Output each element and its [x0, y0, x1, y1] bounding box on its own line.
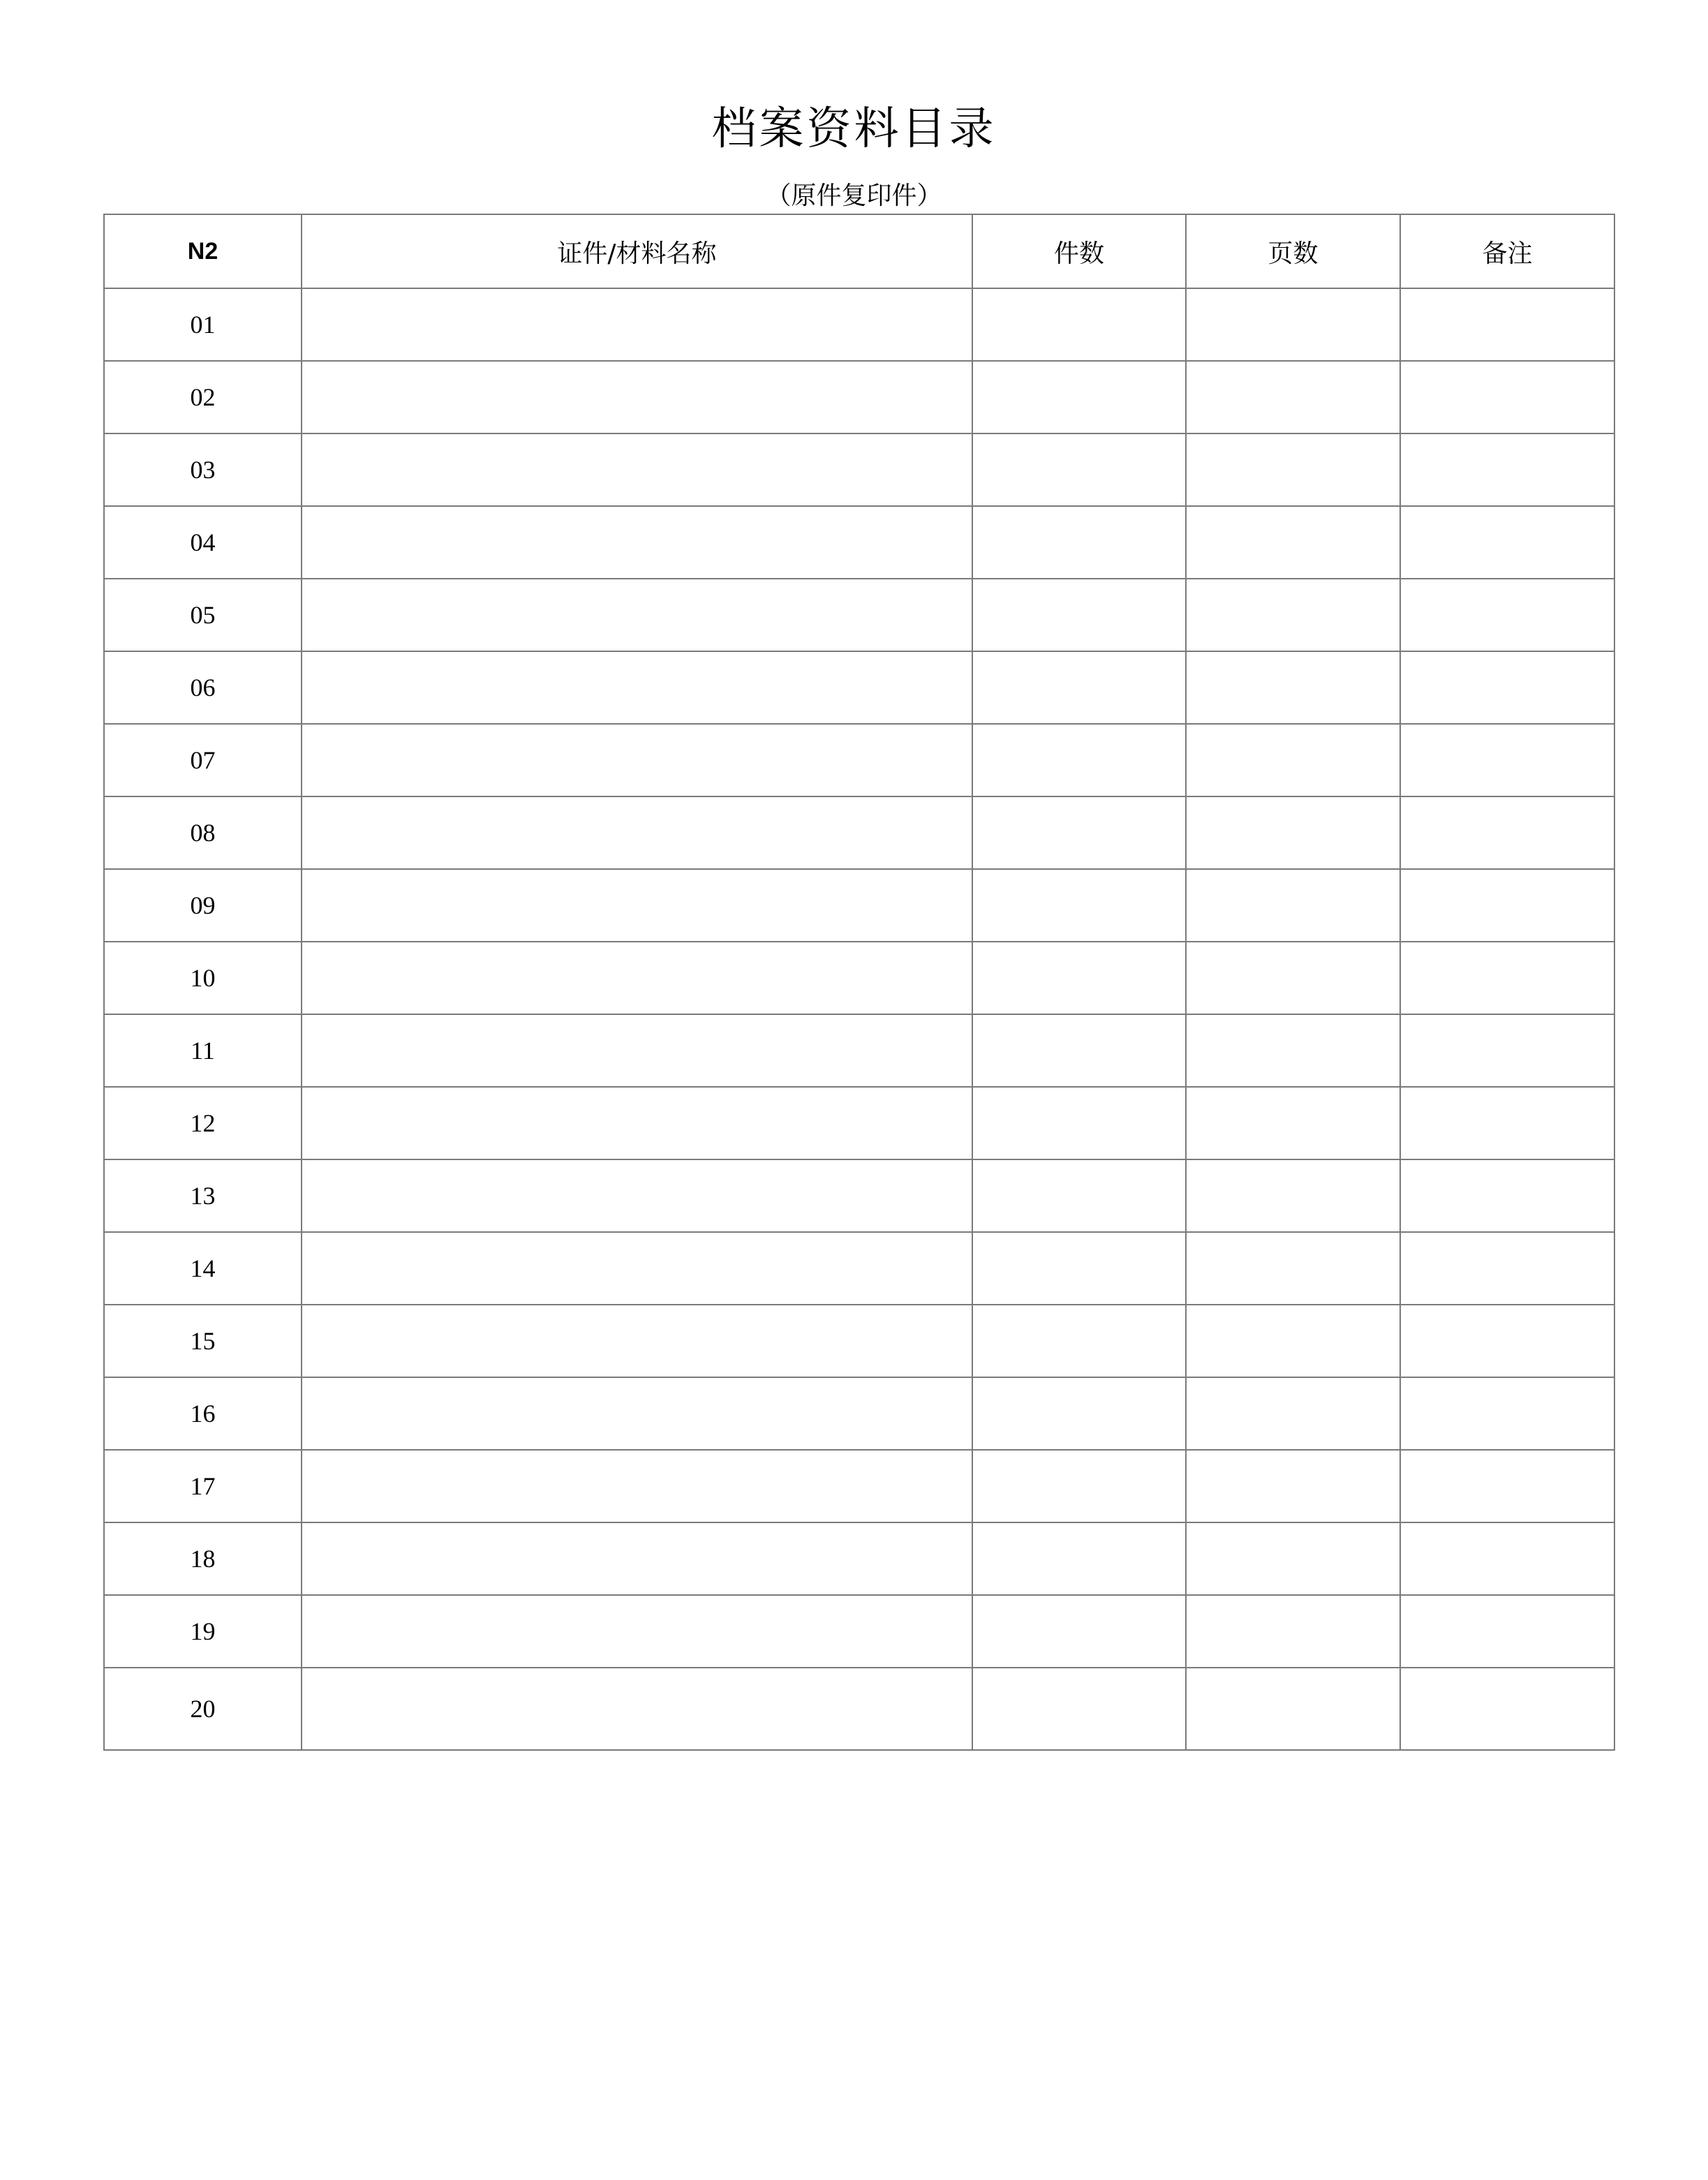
document-subtitle: （原件复印件） — [766, 181, 942, 210]
table-row — [104, 1450, 1614, 1522]
cell-number: 01 — [104, 288, 302, 361]
cell-page-count — [1186, 1159, 1400, 1232]
header-item-count: 件数 — [972, 214, 1186, 288]
cell-document-name — [302, 942, 972, 1014]
cell-item-count — [972, 1377, 1186, 1450]
cell-number: 13 — [104, 1159, 302, 1232]
table-row — [104, 1232, 1614, 1305]
cell-page-count — [1186, 651, 1400, 724]
cell-remarks — [1400, 1595, 1614, 1668]
cell-number: 19 — [104, 1595, 302, 1668]
catalog-table — [103, 214, 1615, 1751]
table-row — [104, 724, 1614, 796]
header-document-name: 证件/材料名称 — [302, 214, 972, 288]
cell-remarks — [1400, 1305, 1614, 1377]
table-row — [104, 1087, 1614, 1159]
cell-document-name — [302, 506, 972, 579]
cell-page-count — [1186, 579, 1400, 651]
cell-number: 12 — [104, 1087, 302, 1159]
cell-item-count — [972, 942, 1186, 1014]
table-row — [104, 651, 1614, 724]
cell-document-name — [302, 1014, 972, 1087]
cell-remarks — [1400, 1014, 1614, 1087]
cell-remarks — [1400, 1522, 1614, 1595]
cell-item-count — [972, 1305, 1186, 1377]
cell-page-count — [1186, 361, 1400, 433]
cell-remarks — [1400, 724, 1614, 796]
cell-page-count — [1186, 506, 1400, 579]
table-row — [104, 1014, 1614, 1087]
cell-page-count — [1186, 1087, 1400, 1159]
header-number: N2 — [104, 214, 302, 288]
cell-document-name — [302, 796, 972, 869]
cell-remarks — [1400, 796, 1614, 869]
cell-remarks — [1400, 1668, 1614, 1750]
cell-number: 20 — [104, 1668, 302, 1750]
cell-page-count — [1186, 1668, 1400, 1750]
cell-document-name — [302, 361, 972, 433]
table-row — [104, 433, 1614, 506]
cell-document-name — [302, 1450, 972, 1522]
cell-document-name — [302, 1377, 972, 1450]
cell-item-count — [972, 288, 1186, 361]
cell-item-count — [972, 869, 1186, 942]
cell-item-count — [972, 1232, 1186, 1305]
cell-number: 11 — [104, 1014, 302, 1087]
table-row — [104, 1377, 1614, 1450]
table-row — [104, 1668, 1614, 1750]
table-row — [104, 1522, 1614, 1595]
cell-number: 17 — [104, 1450, 302, 1522]
cell-document-name — [302, 433, 972, 506]
header-page-count: 页数 — [1186, 214, 1400, 288]
table-row — [104, 1305, 1614, 1377]
cell-remarks — [1400, 433, 1614, 506]
cell-item-count — [972, 579, 1186, 651]
table-row — [104, 506, 1614, 579]
cell-number: 16 — [104, 1377, 302, 1450]
cell-document-name — [302, 651, 972, 724]
cell-page-count — [1186, 1522, 1400, 1595]
cell-number: 09 — [104, 869, 302, 942]
table-row — [104, 942, 1614, 1014]
cell-number: 18 — [104, 1522, 302, 1595]
cell-document-name — [302, 1087, 972, 1159]
cell-document-name — [302, 1305, 972, 1377]
cell-item-count — [972, 1014, 1186, 1087]
table-row — [104, 1159, 1614, 1232]
cell-page-count — [1186, 1377, 1400, 1450]
cell-remarks — [1400, 579, 1614, 651]
cell-page-count — [1186, 1450, 1400, 1522]
cell-item-count — [972, 1159, 1186, 1232]
header-remarks: 备注 — [1400, 214, 1614, 288]
cell-remarks — [1400, 1377, 1614, 1450]
cell-item-count — [972, 651, 1186, 724]
cell-item-count — [972, 1595, 1186, 1668]
cell-page-count — [1186, 796, 1400, 869]
cell-document-name — [302, 1668, 972, 1750]
cell-number: 06 — [104, 651, 302, 724]
table-row — [104, 288, 1614, 361]
cell-remarks — [1400, 1450, 1614, 1522]
cell-document-name — [302, 1522, 972, 1595]
cell-document-name — [302, 1159, 972, 1232]
cell-document-name — [302, 1595, 972, 1668]
cell-page-count — [1186, 1232, 1400, 1305]
cell-remarks — [1400, 361, 1614, 433]
table-row — [104, 579, 1614, 651]
table-row — [104, 869, 1614, 942]
cell-number: 14 — [104, 1232, 302, 1305]
cell-remarks — [1400, 942, 1614, 1014]
cell-document-name — [302, 869, 972, 942]
cell-number: 05 — [104, 579, 302, 651]
cell-number: 08 — [104, 796, 302, 869]
cell-page-count — [1186, 1305, 1400, 1377]
cell-page-count — [1186, 1014, 1400, 1087]
cell-number: 02 — [104, 361, 302, 433]
cell-page-count — [1186, 869, 1400, 942]
cell-document-name — [302, 288, 972, 361]
cell-item-count — [972, 433, 1186, 506]
cell-number: 03 — [104, 433, 302, 506]
table-body — [104, 288, 1614, 1750]
table-row — [104, 796, 1614, 869]
cell-page-count — [1186, 942, 1400, 1014]
cell-number: 15 — [104, 1305, 302, 1377]
cell-document-name — [302, 1232, 972, 1305]
cell-item-count — [972, 506, 1186, 579]
cell-remarks — [1400, 651, 1614, 724]
cell-page-count — [1186, 1595, 1400, 1668]
cell-item-count — [972, 1668, 1186, 1750]
cell-remarks — [1400, 1232, 1614, 1305]
cell-item-count — [972, 1087, 1186, 1159]
cell-number: 10 — [104, 942, 302, 1014]
cell-page-count — [1186, 433, 1400, 506]
document-title: 档案资料目录 — [711, 103, 997, 155]
cell-number: 04 — [104, 506, 302, 579]
cell-document-name — [302, 724, 972, 796]
cell-remarks — [1400, 1087, 1614, 1159]
cell-item-count — [972, 796, 1186, 869]
table-header-row — [104, 214, 1614, 288]
cell-remarks — [1400, 288, 1614, 361]
cell-number: 07 — [104, 724, 302, 796]
cell-item-count — [972, 724, 1186, 796]
cell-item-count — [972, 361, 1186, 433]
cell-item-count — [972, 1522, 1186, 1595]
cell-document-name — [302, 579, 972, 651]
cell-remarks — [1400, 1159, 1614, 1232]
cell-page-count — [1186, 724, 1400, 796]
table-row — [104, 1595, 1614, 1668]
table-row — [104, 361, 1614, 433]
cell-remarks — [1400, 506, 1614, 579]
cell-remarks — [1400, 869, 1614, 942]
cell-page-count — [1186, 288, 1400, 361]
cell-item-count — [972, 1450, 1186, 1522]
